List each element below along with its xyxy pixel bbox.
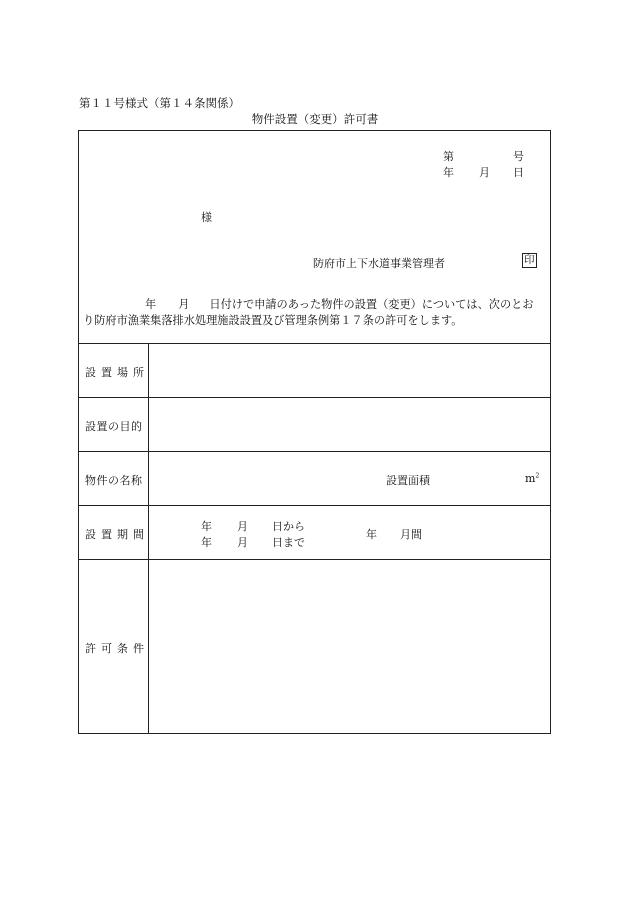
recipient-suffix: 様	[201, 211, 212, 224]
number-prefix: 第	[443, 150, 454, 163]
divider-name	[79, 505, 550, 506]
seal-mark: 印	[524, 254, 535, 266]
notice-body-line-2: り防府市漁業集落排水処理施設設置及び管理条例第１７条の許可をします。	[83, 314, 463, 327]
date-day: 日	[513, 166, 524, 179]
period-to-day: 日まで	[272, 536, 305, 549]
location-label: 設置場所	[85, 366, 149, 379]
period-from-month: 月	[237, 520, 248, 533]
duration-year: 年	[366, 528, 377, 541]
permit-form-table	[78, 130, 551, 734]
number-suffix: 号	[513, 150, 524, 163]
notice-body	[83, 297, 548, 329]
period-from-day: 日から	[272, 520, 305, 533]
divider-location	[79, 397, 550, 398]
duration-month: 月間	[400, 528, 422, 541]
issuer-name: 防府市上下水道事業管理者	[313, 257, 445, 270]
notice-body-line-1	[83, 297, 548, 313]
date-year: 年	[443, 166, 454, 179]
body-month: 月	[178, 298, 190, 311]
period-label: 設置期間	[85, 528, 149, 541]
area-label: 設置面積	[386, 474, 430, 487]
area-unit-sup: 2	[535, 472, 540, 480]
divider-notice	[79, 343, 550, 344]
body-year: 年	[145, 298, 157, 311]
conditions-label: 許可条件	[85, 642, 149, 655]
period-from-year: 年	[201, 520, 212, 533]
form-number: 第１１号様式（第１４条関係）	[79, 96, 240, 110]
date-month: 月	[479, 166, 490, 179]
area-unit-base: m	[525, 472, 536, 485]
area-unit	[525, 472, 539, 485]
name-label: 物件の名称	[85, 474, 143, 487]
document-title: 物件設置（変更）許可書	[251, 112, 379, 126]
period-to-year: 年	[201, 536, 212, 549]
body-line1-text: 日付けで申請のあった物件の設置（変更）については、次のとお	[209, 298, 534, 311]
period-to-month: 月	[237, 536, 248, 549]
divider-purpose	[79, 451, 550, 452]
divider-period	[79, 559, 550, 560]
purpose-label: 設置の目的	[85, 420, 143, 433]
